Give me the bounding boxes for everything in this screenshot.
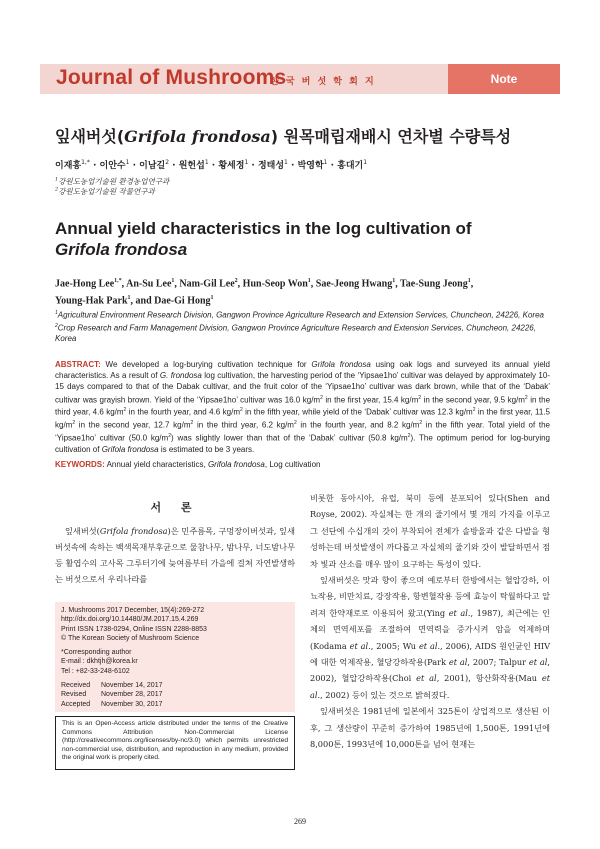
paragraph: 비롯한 동아시아, 유럽, 북미 등에 분포되어 있다(Shen and Royse, 2002). 자실체는 한 개의 줄기에서 몇 개의 가지를 이루고 그 선단에 수십개의 갓이 부착되어 전체가 솔방울과 같은 다발을 형성하는데 버섯발생이 까다롭고 자실체의 줄기와 갓이 발달하면서 점차 빛과 산소를 매우 많이 요구하는 특성이 있다. [310, 493, 550, 569]
telephone: Tel : +82-33-248-6102 [61, 667, 130, 675]
journal-title: Journal of Mushrooms [56, 66, 287, 89]
title-korean: 잎새버섯(Grifola frondosa) 원목매립재배시 연차별 수량특성 [55, 127, 512, 146]
article-info-box [55, 602, 295, 712]
corresponding-author: *Corresponding author [61, 649, 132, 657]
title-english: Annual yield characteristics in the log cultivation of Grifola frondosa [55, 219, 472, 259]
journal-korean-title: 한 국 버 섯 학 회 지 [270, 77, 376, 87]
open-access-notice: This is an Open-Access article distributed under the terms of the Creative Commons Attribution Non-Commercial License (http://creativecommons.org/licenses/by-nc/3.0) which permits unrestricted non-commercial use, distribution, and reproduction in any medium, provided the original work is properly cited. [55, 716, 295, 770]
email[interactable]: E-mail : dkhtjh@korea.kr [61, 658, 138, 666]
copyright: © The Korean Society of Mushroom Science [61, 634, 200, 642]
affiliation-korean-2: $^2$강원도농업기술원 작물연구과 [55, 186, 155, 196]
article-type-note: Note [448, 64, 560, 94]
abstract: ABSTRACT: We developed a log-burying cultivation technique for Grifola frondosa using oak logs and surveyed its annual yield characteristics. As a result of G. frondosa log cultivation, the harvesting period of the ‘Yipsae1ho’ cultivar was delayed by approximately 10-15 days compared to that of the Dabak cultivar, and the fruit color of the ‘Yipsae1ho’ cultivar was dark brown, while that of the ‘Dabak’ cultivar was grayish brown. Yield of the ‘Yipsae1ho’ cultivar was 16.0 $kg/m^2$ in the first year, 15.4 $kg/m^2$ in the second year, 9.5 $kg/m^2$ in the third year, 4.6 $kg/m^2$ in the fourth year, and 4.6 $kg/m^2$ in the fifth year, while yield of the ‘Dabak’ cultivar was 12.3 $kg/m^2$ in the first year, 11.5 $kg/m^2$ in the second year, 12.7 $kg/m^2$ in the third year, 6.2 $kg/m^2$ in the fourth year, and 8.2 $kg/m^2$ in the fifth year. Total yield of the ‘Yipsae1ho’ cultivar (50.0 $kg/m^2$) was slightly lower than that of the ‘Dabak’ cultivar (50.8 $kg/m^2$). The optimum period for log-burying cultivation of Grifola frondosa is estimated to be 3 years. [55, 360, 551, 455]
keywords: KEYWORDS: Annual yield characteristics, Grifola frondosa, Log cultivation [55, 460, 321, 469]
issn: Print ISSN 1738-0294, Online ISSN 2288-8853 [61, 625, 207, 633]
paragraph: 잎새버섯(Grifola frondosa)은 민주름목, 구멍장이버섯과, 잎새버섯속에 속하는 백색목재부후균으로 물참나무, 밤나무, 너도밤나무 등 활엽수의 고사목 그루터기에 늦여름부터 가을에 걸쳐 자연발생하는 버섯으로서 우리나라를 [55, 526, 295, 584]
received-date: Received November 14, 2017 [61, 682, 163, 690]
section-heading-introduction: 서 론 [150, 501, 200, 514]
paragraph: 잎새버섯은 맛과 향이 좋으며 예로부터 한방에서는 혈압강하, 이뇨작용, 비만치료, 강장작용, 항변혈작용 등에 효능이 탁월하다고 알려져 한약재로로 이용되어 왔고(Ying et al., 1987), 최근에는 인체의 면역세포를 조절하여 면역력을 증가시켜 암을 억제하며(Kodama et al., 2005; Wu et al., 2006), AIDS 원인균인 HIV에 대한 억제작용, 혈당강하작용(Park et al, 2007; Talpur et al, 2002), 혈압강하작용(Choi et al, 2001), 항산화작용(Mau et al., 2002) 등이 있는 것으로 밝혀졌다. [310, 575, 551, 700]
accepted-date: Accepted November 30, 2017 [61, 700, 163, 708]
doi-link[interactable]: http://dx.doi.org/10.14480/JM.2017.15.4.269 [61, 616, 199, 624]
body-right-column [310, 490, 550, 753]
page-number: 269 [294, 817, 306, 826]
authors-english: Jae-Hong Lee$^{1,*}$, An-Su Lee$^1$, Nam-Gil Lee$^2$, Hun-Seop Won$^1$, Sae-Jeong Hwang$^1$, Tae-Sung Jeong$^1$, Young-Hak Park$^1$, and Dae-Gi Hong$^1$ [55, 278, 474, 307]
revised-date: Revised November 28, 2017 [61, 691, 163, 699]
body-left-column [55, 523, 295, 587]
affiliation-korean-1: $^1$강원도농업기술원 환경농업연구과 [55, 176, 170, 186]
affiliations-english: $^1$Agricultural Environment Research Division, Gangwon Province Agriculture Research and Extension Services, Chuncheon, 24226, Korea $^2$Crop Research and Farm Management Division, Gangwon Province Agriculture Research and Extension Services, Chuncheon, 24226, Korea [55, 310, 544, 344]
citation: J. Mushrooms 2017 December, 15(4):269-272 [61, 607, 205, 614]
paragraph: 잎새버섯은 1981년에 일본에서 325톤이 상업적으로 생산된 이후, 그 생산량이 꾸준히 증가하여 1985년에 1,500톤, 1991년에 8,000톤, 1993년에 10,000톤을 넘어 현재는 [310, 706, 550, 750]
authors-korean: 이재홍$^{1,*}$ · 이안수$^1$ · 이남길$^2$ · 원헌섭$^1$ · 황세정$^1$ · 정태성$^1$ · 박영학$^1$ · 홍대기$^1$ [55, 159, 368, 171]
